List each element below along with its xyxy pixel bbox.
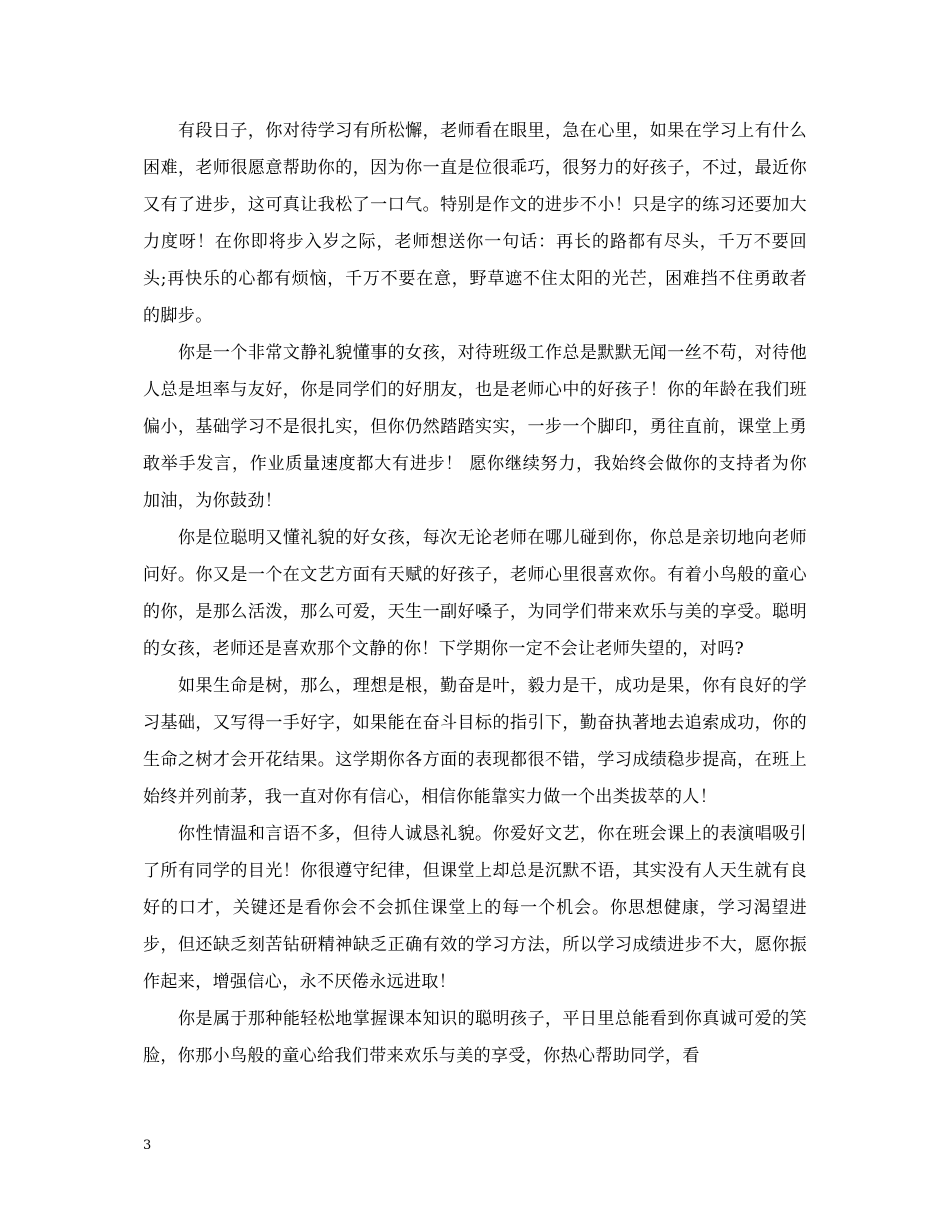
paragraph-5: 你性情温和言语不多，但待人诚恳礼貌。你爱好文艺，你在班会课上的表演唱吸引了所有同学的目光！你很遵守纪律，但课堂上却总是沉默不语，其实没有人天生就有良好的口才，关键还是看你会不会抓住课堂上的每一个机会。你思想健康，学习渴望进步，但还缺乏刻苦钻研精神缺乏正确有效的学习方法，所以学习成绩进步不大，愿你振作起来，增强信心，永不厌倦永远进取！ [143, 824, 807, 992]
paragraph-2: 你是一个非常文静礼貌懂事的女孩，对待班级工作总是默默无闻一丝不苟，对待他人总是坦率与友好，你是同学们的好朋友，也是老师心中的好孩子！你的年龄在我们班偏小，基础学习不是很扎实，但你仍然踏踏实实，一步一个脚印，勇往直前，课堂上勇敢举手发言，作业质量速度都大有进步！ 愿你继续努力，我始终会做你的支持者为你加油，为你鼓劲！ [143, 343, 807, 511]
paragraph-3: 你是位聪明又懂礼貌的好女孩，每次无论老师在哪儿碰到你，你总是亲切地向老师问好。你又是一个在文艺方面有天赋的好孩子，老师心里很喜欢你。有着小鸟般的童心的你，是那么活泼，那么可爱，天生一副好嗓子，为同学们带来欢乐与美的享受。聪明的女孩，老师还是喜欢那个文静的你！下学期你一定不会让老师失望的，对吗? [143, 528, 807, 659]
paragraph-1: 有段日子，你对待学习有所松懈，老师看在眼里，急在心里，如果在学习上有什么困难，老师很愿意帮助你的，因为你一直是位很乖巧，很努力的好孩子，不过，最近你又有了进步，这可真让我松了一口气。特别是作文的进步不小！只是字的练习还要加大力度呀！在你即将步入岁之际，老师想送你一句话：再长的路都有尽头，千万不要回头;再快乐的心都有烦恼，千万不要在意，野草遮不住太阳的光芒，困难挡不住勇敢者的脚步。 [143, 121, 807, 326]
body-text [143, 113, 807, 1075]
paragraph-6: 你是属于那种能轻松地掌握课本知识的聪明孩子，平日里总能看到你真诚可爱的笑脸，你那小鸟般的童心给我们带来欢乐与美的享受，你热心帮助同学，看 [143, 1009, 807, 1066]
paragraph-4: 如果生命是树，那么，理想是根，勤奋是叶，毅力是干，成功是果，你有良好的学习基础，又写得一手好字，如果能在奋斗目标的指引下，勤奋执著地去追索成功，你的生命之树才会开花结果。这学期你各方面的表现都很不错，学习成绩稳步提高，在班上始终并列前茅，我一直对你有信心，相信你能靠实力做一个出类拔萃的人！ [143, 676, 807, 807]
page-number: 3 [143, 1138, 152, 1153]
